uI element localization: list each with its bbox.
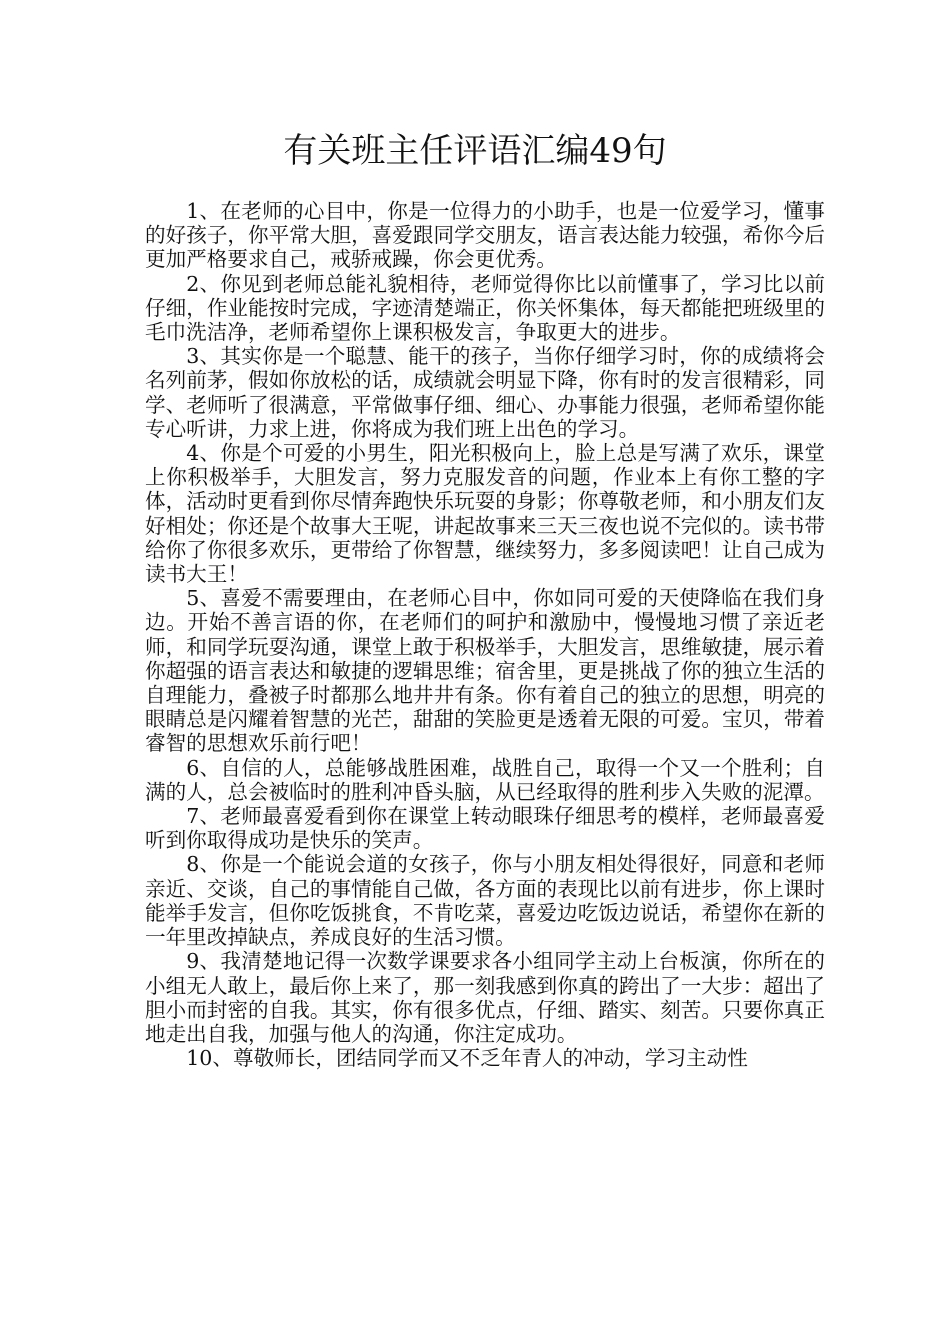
paragraph-3: 3、其实你是一个聪慧、能干的孩子，当你仔细学习时，你的成绩将会名列前茅，假如你放松的话，成绩就会明显下降，你有时的发言很精彩，同学、老师听了很满意，平常做事仔细、细心、办事能力很强，老师希望你能专心听讲，力求上进，你将成为我们班上出色的学习。 <box>145 344 825 441</box>
paragraph-10: 10、尊敬师长，团结同学而又不乏年青人的冲动，学习主动性 <box>186 1046 748 1071</box>
paragraph-4: 4、你是个可爱的小男生，阳光积极向上，脸上总是写满了欢乐，课堂上你积极举手，大胆发言，努力克服发音的问题，作业本上有你工整的字体，活动时更看到你尽情奔跑快乐玩耍的身影；你尊敬老师，和小朋友们友好相处；你还是个故事大王呢，讲起故事来三天三夜也说不完似的。读书带给你了你很多欢乐，更带给了你智慧，继续努力，多多阅读吧！让自己成为读书大王！ <box>145 441 825 587</box>
paragraph-6: 6、自信的人，总能够战胜困难，战胜自己，取得一个又一个胜利；自满的人，总会被临时的胜利冲昏头脑，从已经取得的胜利步入失败的泥潭。 <box>145 755 825 804</box>
paragraph-9: 9、我清楚地记得一次数学课要求各小组同学主动上台板演，你所在的小组无人敢上，最后你上来了，那一刻我感到你真的跨出了一大步：超出了胆小而封密的自我。其实，你有很多优点，仔细、踏实、刻苦。只要你真正地走出自我，加强与他人的沟通，你注定成功。 <box>145 949 825 1046</box>
document-body <box>145 199 825 1070</box>
document-title: 有关班主任评语汇编49句 <box>283 131 667 171</box>
paragraph-8: 8、你是一个能说会道的女孩子，你与小朋友相处得很好，同意和老师亲近、交谈，自己的事情能自己做，各方面的表现比以前有进步，你上课时能举手发言，但你吃饭挑食，不肯吃菜，喜爱边吃饭边说话，希望你在新的一年里改掉缺点，养成良好的生活习惯。 <box>145 852 825 950</box>
paragraph-2: 2、你见到老师总能礼貌相待，老师觉得你比以前懂事了，学习比以前仔细，作业能按时完成，字迹清楚端正，你关怀集体，每天都能把班级里的毛巾洗洁净，老师希望你上课积极发言，争取更大的进步。 <box>145 271 825 345</box>
paragraph-7: 7、老师最喜爱看到你在课堂上转动眼珠仔细思考的模样，老师最喜爱听到你取得成功是快乐的笑声。 <box>145 804 825 853</box>
paragraph-1: 1、在老师的心目中，你是一位得力的小助手，也是一位爱学习，懂事的好孩子，你平常大胆，喜爱跟同学交朋友，语言表达能力较强，希你今后更加严格要求自己，戒骄戒躁，你会更优秀。 <box>145 199 825 272</box>
paragraph-5: 5、喜爱不需要理由，在老师心目中，你如同可爱的天使降临在我们身边。开始不善言语的你，在老师们的呵护和激励中，慢慢地习惯了亲近老师，和同学玩耍沟通，课堂上敢于积极举手，大胆发言，思维敏捷，展示着你超强的语言表达和敏捷的逻辑思维；宿舍里，更是挑战了你的独立生活的自理能力，叠被子时都那么地井井有条。你有着自己的独立的思想，明亮的眼睛总是闪耀着智慧的光芒，甜甜的笑脸更是透着无限的可爱。宝贝，带着睿智的思想欢乐前行吧！ <box>145 586 825 756</box>
